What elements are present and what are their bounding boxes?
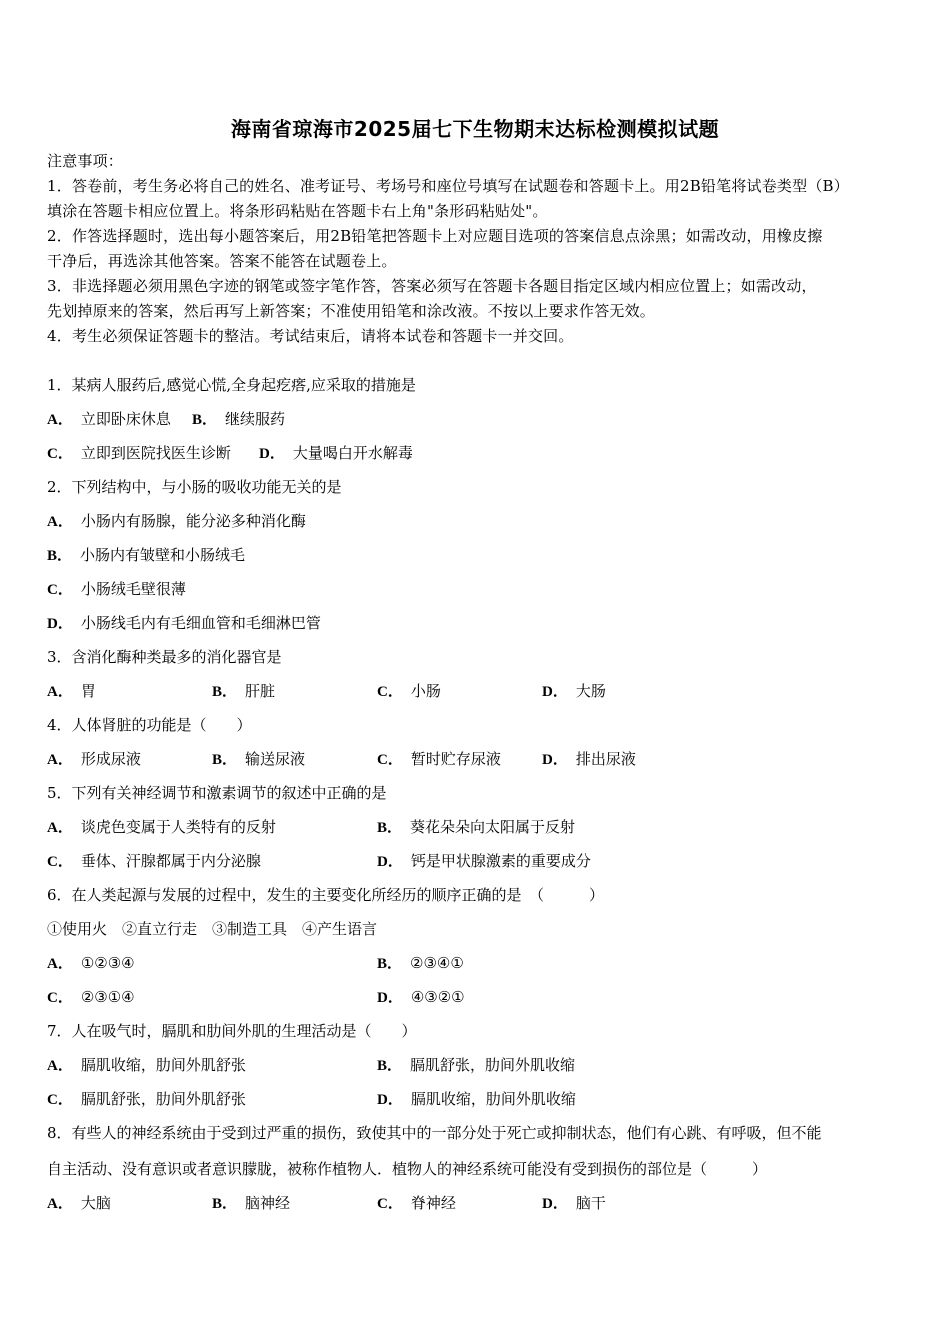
notice-line: 2．作答选择题时，选出每小题答案后，用2B铅笔把答题卡上对应题目选项的答案信息点涂黑；如需改动，用橡皮擦	[47, 227, 823, 245]
question-stem: 4．人体肾脏的功能是（ ）	[47, 716, 252, 734]
option-c: C． ②③①④	[47, 988, 135, 1006]
notice-heading: 注意事项：	[47, 152, 124, 170]
option-d: D． ④③②①	[377, 988, 465, 1006]
option-d: D． 排出尿液	[542, 750, 636, 768]
question-stem: 7．人在吸气时，膈肌和肋间外肌的生理活动是（ ）	[47, 1022, 417, 1040]
question-stem: 3．含消化酶种类最多的消化器官是	[47, 648, 282, 666]
option-d: D． 脑干	[542, 1194, 606, 1212]
notice-line: 干净后，再选涂其他答案。答案不能答在试题卷上。	[47, 252, 397, 270]
question-stem-continued: 自主活动、没有意识或者意识朦胧，被称作植物人．植物人的神经系统可能没有受到损伤的部位是（ ）	[47, 1160, 768, 1178]
option-b: B． 葵花朵朵向太阳属于反射	[377, 818, 576, 836]
option-b: B． 小肠内有皱壁和小肠绒毛	[47, 546, 246, 564]
option-a: A． 立即卧床休息	[47, 410, 171, 428]
option-a: A． 膈肌收缩，肋间外肌舒张	[47, 1056, 246, 1074]
question-stem: 5．下列有关神经调节和激素调节的叙述中正确的是	[47, 784, 387, 802]
option-d: D． 钙是甲状腺激素的重要成分	[377, 852, 591, 870]
option-a: A． 形成尿液	[47, 750, 141, 768]
question-sub-items: ①使用火 ②直立行走 ③制造工具 ④产生语言	[47, 920, 378, 938]
notice-line: 先划掉原来的答案，然后再写上新答案；不准使用铅笔和涂改液。不按以上要求作答无效。	[47, 302, 656, 320]
option-c: C． 膈肌舒张，肋间外肌舒张	[47, 1090, 246, 1108]
question-stem: 2．下列结构中，与小肠的吸收功能无关的是	[47, 478, 342, 496]
question-stem: 1．某病人服药后,感觉心慌,全身起疙瘩,应采取的措施是	[47, 376, 416, 394]
question-stem: 6．在人类起源与发展的过程中，发生的主要变化所经历的顺序正确的是 （ ）	[47, 886, 605, 904]
page-title: 海南省琼海市2025届七下生物期末达标检测模拟试题	[230, 117, 720, 141]
option-c: C． 暂时贮存尿液	[377, 750, 501, 768]
option-a: A． 大脑	[47, 1194, 111, 1212]
option-d: D． 膈肌收缩，肋间外肌收缩	[377, 1090, 576, 1108]
notice-line: 4．考生必须保证答题卡的整洁。考试结束后，请将本试卷和答题卡一并交回。	[47, 327, 574, 345]
option-b: B． 继续服药	[192, 410, 286, 428]
notice-line: 填涂在答题卡相应位置上。将条形码粘贴在答题卡右上角"条形码粘贴处"。	[47, 202, 548, 220]
option-c: C． 垂体、汗腺都属于内分泌腺	[47, 852, 261, 870]
option-b: B． 输送尿液	[212, 750, 306, 768]
option-c: C． 小肠绒毛壁很薄	[47, 580, 186, 598]
option-d: D． 大肠	[542, 682, 606, 700]
option-b: B． ②③④①	[377, 954, 464, 972]
question-stem: 8．有些人的神经系统由于受到过严重的损伤，致使其中的一部分处于死亡或抑制状态，他们有心跳、有呼吸，但不能	[47, 1124, 822, 1142]
option-c: C． 小肠	[377, 682, 441, 700]
option-d: D． 小肠线毛内有毛细血管和毛细淋巴管	[47, 614, 321, 632]
option-a: A． 胃	[47, 682, 96, 700]
option-a: A． 谈虎色变属于人类特有的反射	[47, 818, 276, 836]
option-d: D． 大量喝白开水解毒	[259, 444, 413, 462]
option-a: A． ①②③④	[47, 954, 135, 972]
option-b: B． 脑神经	[212, 1194, 291, 1212]
option-b: B． 膈肌舒张，肋间外肌收缩	[377, 1056, 576, 1074]
option-c: C． 立即到医院找医生诊断	[47, 444, 231, 462]
notice-line: 3．非选择题必须用黑色字迹的钢笔或签字笔作答，答案必须写在答题卡各题目指定区域内相应位置上；如需改动，	[47, 277, 817, 295]
option-b: B． 肝脏	[212, 682, 276, 700]
option-c: C． 脊神经	[377, 1194, 456, 1212]
option-a: A． 小肠内有肠腺，能分泌多种消化酶	[47, 512, 306, 530]
notice-line: 1．答卷前，考生务必将自己的姓名、准考证号、考场号和座位号填写在试题卷和答题卡上。用2B铅笔将试卷类型（B）	[47, 177, 849, 195]
